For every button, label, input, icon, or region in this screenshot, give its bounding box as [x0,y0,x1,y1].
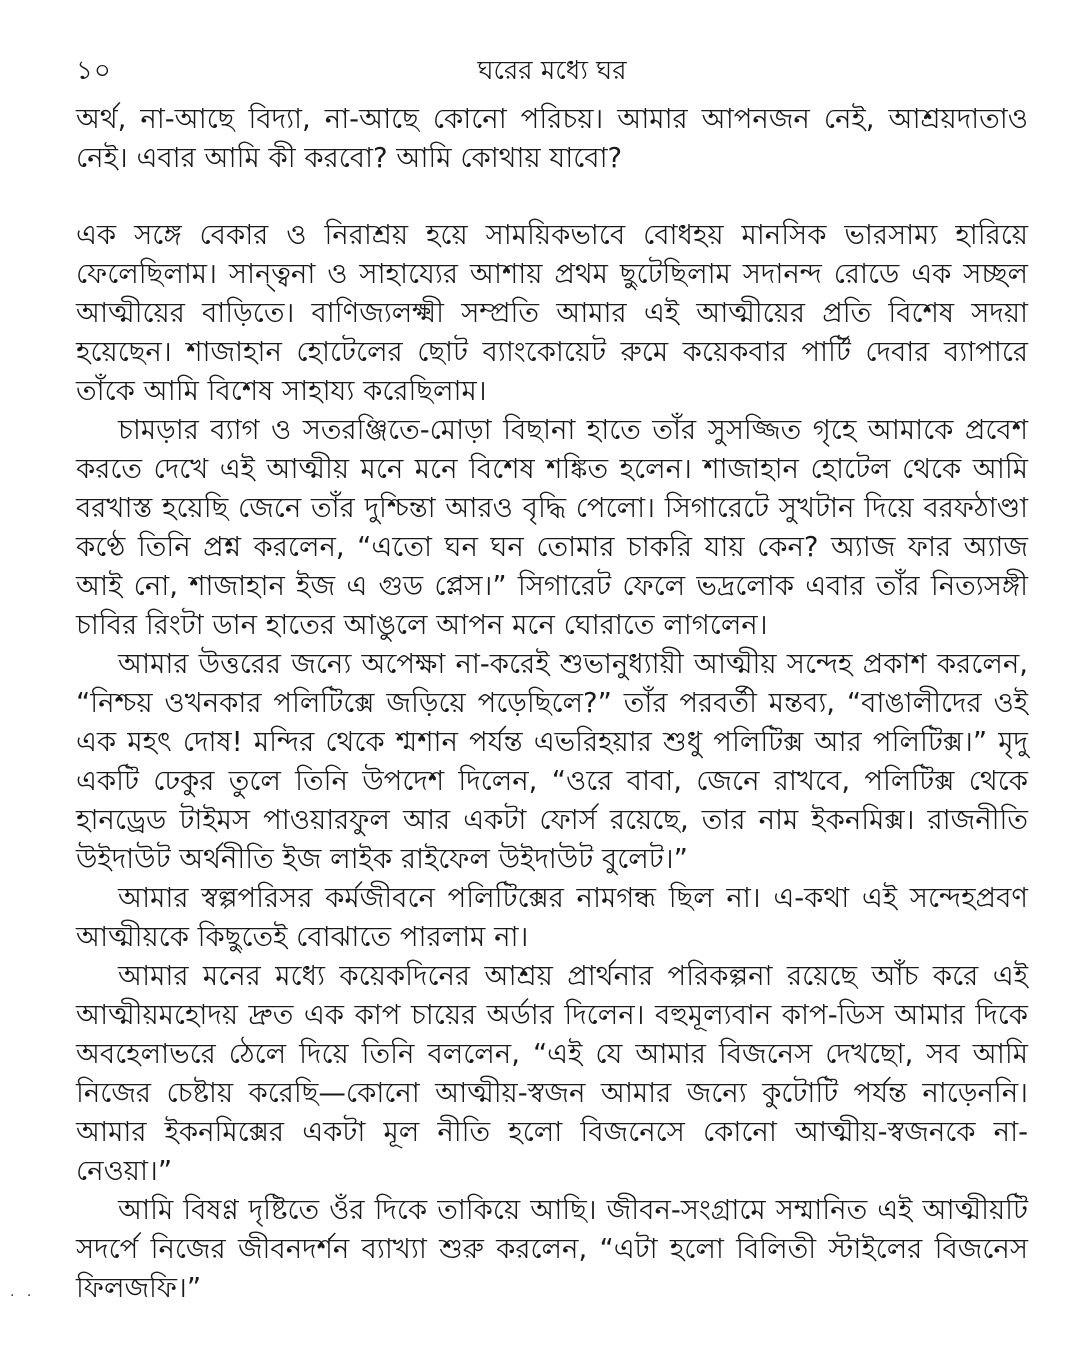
paragraph: চামড়ার ব্যাগ ও সতরঞ্জিতে-মোড়া বিছানা হাতে তাঁর সুসজ্জিত গৃহে আমাকে প্রবেশ করতে দেখে এই আত্মীয় মনে মনে বিশেষ শঙ্কিত হলেন। শাজাহান হোটেল থেকে আমি বরখাস্ত হয়েছি জেনে তাঁর দুশ্চিন্তা আরও বৃদ্ধি পেলো। সিগারেটে সুখটান দিয়ে বরফঠাণ্ডা কণ্ঠে তিনি প্রশ্ন করলেন, “এতো ঘন ঘন তোমার চাকরি যায় কেন? অ্যাজ ফার অ্যাজ আই নো, শাজাহান ইজ এ গুড প্লেস।” সিগারেট ফেলে ভদ্রলোক এবার তাঁর নিত্যসঙ্গী চাবির রিংটা ডান হাতের আঙুলে আপন মনে ঘোরাতে লাগলেন। [76,414,1028,641]
paragraph: আমার স্বল্পপরিসর কর্মজীবনে পলিটিক্সের নামগন্ধ ছিল না। এ-কথা এই সন্দেহপ্রবণ আত্মীয়কে কিছুতেই বোঝাতে পারলাম না। [76,882,1028,953]
margin-dots: . . [10,1284,36,1300]
page-number: ১০ [76,56,112,86]
paragraph: আমার উত্তরের জন্যে অপেক্ষা না-করেই শুভানুধ্যায়ী আত্মীয় সন্দেহ প্রকাশ করলেন, “নিশ্চয় ওখনকার পলিটিক্সে জড়িয়ে পড়েছিলে?” তাঁর পরবর্তী মন্তব্য, “বাঙালীদের ওই এক মহৎ দোষ! মন্দির থেকে শ্মশান পর্যন্ত এভরিহয়ার শুধু পলিটিক্স আর পলিটিক্স।” মৃদু একটি ঢেকুর তুলে তিনি উপদেশ দিলেন, “ওরে বাবা, জেনে রাখবে, পলিটিক্স থেকে হানড্রেড টাইমস পাওয়ারফুল আর একটা ফোর্স রয়েছে, তার নাম ইকনমিক্স। রাজনীতি উইদাউট অর্থনীতি ইজ লাইক রাইফেল উইদাউট বুলেট।” [76,648,1028,875]
page-header [76,50,1028,90]
paragraph: আমি বিষণ্ণ দৃষ্টিতে ওঁর দিকে তাকিয়ে আছি। জীবন-সংগ্রামে সম্মানিত এই আত্মীয়টি সদর্পে নিজের জীবনদর্শন ব্যাখ্যা শুরু করলেন, “এটা হলো বিলিতী স্টাইলের বিজনেস ফিলজফি।” [76,1194,1028,1304]
paragraph-continuation: অর্থ, না-আছে বিদ্যা, না-আছে কোনো পরিচয়। আমার আপনজন নেই, আশ্রয়দাতাও নেই। এবার আমি কী করবো? আমি কোথায় যাবো? [76,103,1028,174]
page-body [76,100,1028,1308]
running-title: ঘরের মধ্যে ঘর [477,56,627,86]
paragraph: এক সঙ্গে বেকার ও নিরাশ্রয় হয়ে সাময়িকভাবে বোধহয় মানসিক ভারসাম্য হারিয়ে ফেলেছিলাম। সান্ত্বনা ও সাহায্যের আশায় প্রথম ছুটেছিলাম সদানন্দ রোডে এক সচ্ছল আত্মীয়ের বাড়িতে। বাণিজ্যলক্ষ্মী সম্প্রতি আমার এই আত্মীয়ের প্রতি বিশেষ সদয়া হয়েছেন। শাজাহান হোটেলের ছোট ব্যাংকোয়েট রুমে কয়েকবার পার্টি দেবার ব্যাপারে তাঁকে আমি বিশেষ সাহায্য করেছিলাম। [76,219,1028,407]
paragraph: আমার মনের মধ্যে কয়েকদিনের আশ্রয় প্রার্থনার পরিকল্পনা রয়েছে আঁচ করে এই আত্মীয়মহোদয় দ্রুত এক কাপ চায়ের অর্ডার দিলেন। বহুমূল্যবান কাপ-ডিস আমার দিকে অবহেলাভরে ঠেলে দিয়ে তিনি বললেন, “এই যে আমার বিজনেস দেখছো, সব আমি নিজের চেষ্টায় করেছি—কোনো আত্মীয়-স্বজন আমার জন্যে কুটোটি পর্যন্ত নাড়েননি। আমার ইকনমিক্সের একটা মূল নীতি হলো বিজনেসে কোনো আত্মীয়-স্বজনকে না-নেওয়া।” [76,960,1028,1187]
